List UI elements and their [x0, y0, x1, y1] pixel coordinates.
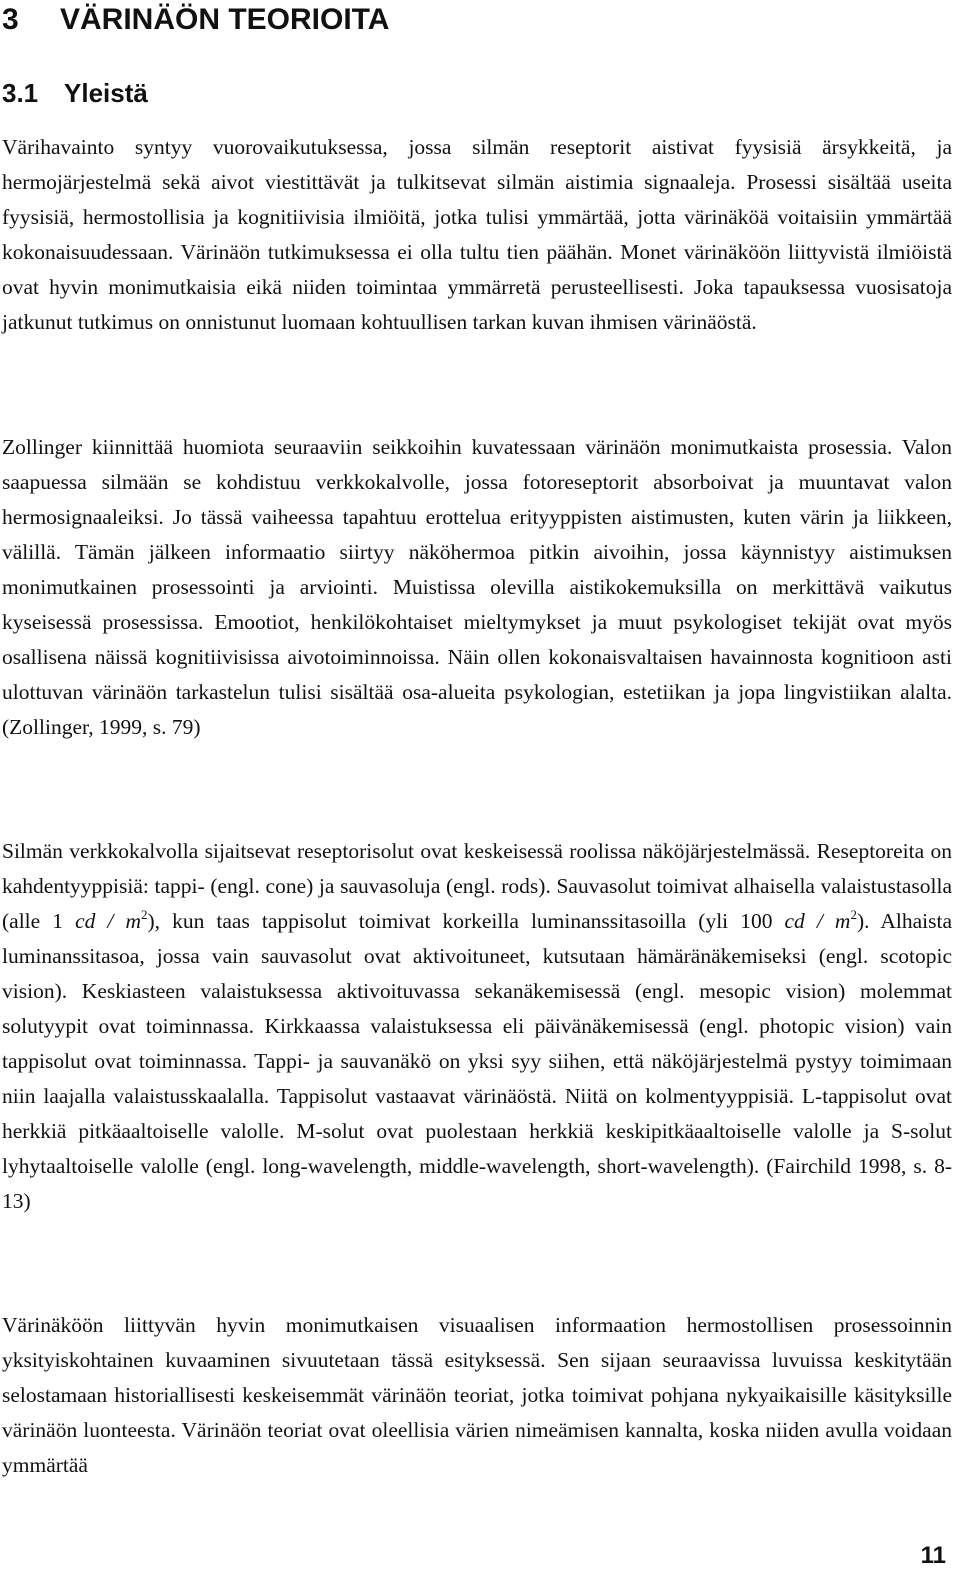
- formula-unit: cd / m: [75, 909, 141, 933]
- page-number: 11: [920, 1542, 946, 1569]
- section-heading: [2, 77, 148, 109]
- unit-formula-low: [75, 909, 147, 933]
- section-title: Yleistä: [64, 78, 148, 108]
- chapter-heading: [2, 2, 389, 38]
- paragraph-3-text-b: ), kun taas tappisolut toimivat korkeilla luminanssitasoilla (yli 100: [147, 909, 785, 933]
- formula-exponent: 2: [141, 907, 148, 922]
- formula-exponent: 2: [850, 907, 857, 922]
- chapter-number: 3: [2, 3, 19, 36]
- formula-unit: cd / m: [784, 909, 851, 933]
- paragraph-1: Värihavainto syntyy vuorovaikutuksessa, jossa silmän reseptorit aistivat fyysisiä ärsykkeitä, ja hermojärjestelmä sekä aivot viestittävät ja tulkitsevat silmän aistimia signaaleja. Prosessi sisältää useita fyysisiä, hermostollisia ja kognitiivisia ilmiöitä, jotka tulisi ymmärtää, jotta värinäköä voitaisiin ymmärtää kokonaisuudessaan. Värinäön tutkimuksessa ei olla tultu tien päähän. Monet värinäköön liittyvistä ilmiöistä ovat hyvin monimutkaisia eikä niiden toimintaa ymmärretä perusteellisesti. Joka tapauksessa vuosisatoja jatkunut tutkimus on onnistunut luomaan kohtuullisen tarkan kuvan ihmisen värinäöstä.: [2, 135, 952, 334]
- paragraph-3-text-c: ). Alhaista luminanssitasoa, jossa vain sauvasolut ovat aktivoituneet, kutsutaan hämäränäkemiseksi (engl. scotopic vision). Keskiasteen valaistuksessa aktivoituvassa sekanäkemisessä (engl. mesopic vision) molemmat solutyypit ovat toiminnassa. Kirkkaassa valaistuksessa eli päivänäkemisessä (engl. photopic vision) vain tappisolut ovat toiminnassa. Tappi- ja sauvanäkö on yksi syy siihen, että näköjärjestelmä pystyy toimimaan niin laajalla valaistusskaalalla. Tappisolut vastaavat värinäöstä. Niitä on kolmentyyppisiä. L-tappisolut ovat herkkiä pitkäaaltoiselle valolle. M-solut ovat puolestaan herkkiä keskipitkäaaltoiselle valolle ja S-solut lyhytaaltoiselle valolle (engl. long-wavelength, middle-wavelength, short-wavelength). (Fairchild 1998, s. 8-13): [2, 909, 952, 1213]
- chapter-title: VÄRINÄÖN TEORIOITA: [60, 3, 390, 36]
- unit-formula-high: [785, 909, 857, 933]
- paragraph-2: Zollinger kiinnittää huomiota seuraaviin seikkoihin kuvatessaan värinäön monimutkaista prosessia. Valon saapuessa silmään se kohdistuu verkkokalvolle, jossa fotoreseptorit absorboivat ja muuntavat valon hermosignaaleiksi. Jo tässä vaiheessa tapahtuu erottelua erityyppisten aistimusten, kuten värin ja liikkeen, välillä. Tämän jälkeen informaatio siirtyy näköhermoa pitkin aivoihin, jossa käynnistyy aistimuksen monimutkainen prosessointi ja arviointi. Muistissa olevilla aistikokemuksilla on merkittävä vaikutus kyseisessä prosessissa. Emootiot, henkilökohtaiset mieltymykset ja muut psykologiset tekijät ovat myös osallisena näissä kognitiivisissa aivotoiminnoissa. Näin ollen kokonaisvaltaisen havainnosta kognitioon asti ulottuvan värinäön tarkastelun tulisi sisältää osa-alueita psykologian, estetiikan ja jopa lingvistiikan alalta. (Zollinger, 1999, s. 79): [2, 435, 952, 739]
- paragraph-3: [2, 834, 952, 1219]
- paragraph-4: Värinäköön liittyvän hyvin monimutkaisen visuaalisen informaation hermostollisen prosessoinnin yksityiskohtainen kuvaaminen sivuutetaan tässä esityksessä. Sen sijaan seuraavissa luvuissa keskitytään selostamaan historiallisesti keskeisemmät värinäön teoriat, jotka toimivat pohjana nykyaikaisille käsityksille värinäön luonteesta. Värinäön teoriat ovat oleellisia värien nimeämisen kannalta, koska niiden avulla voidaan ymmärtää: [2, 1313, 952, 1477]
- paragraph-3-text-a: Silmän verkkokalvolla sijaitsevat reseptorisolut ovat keskeisessä roolissa näköjärjestelmässä. Reseptoreita on kahdentyyppisiä: tappi- (engl. cone) ja sauvasoluja (engl. rods). Sauvasolut toimivat alhaisella valaistustasolla (alle 1: [2, 839, 952, 933]
- section-number: 3.1: [2, 78, 39, 108]
